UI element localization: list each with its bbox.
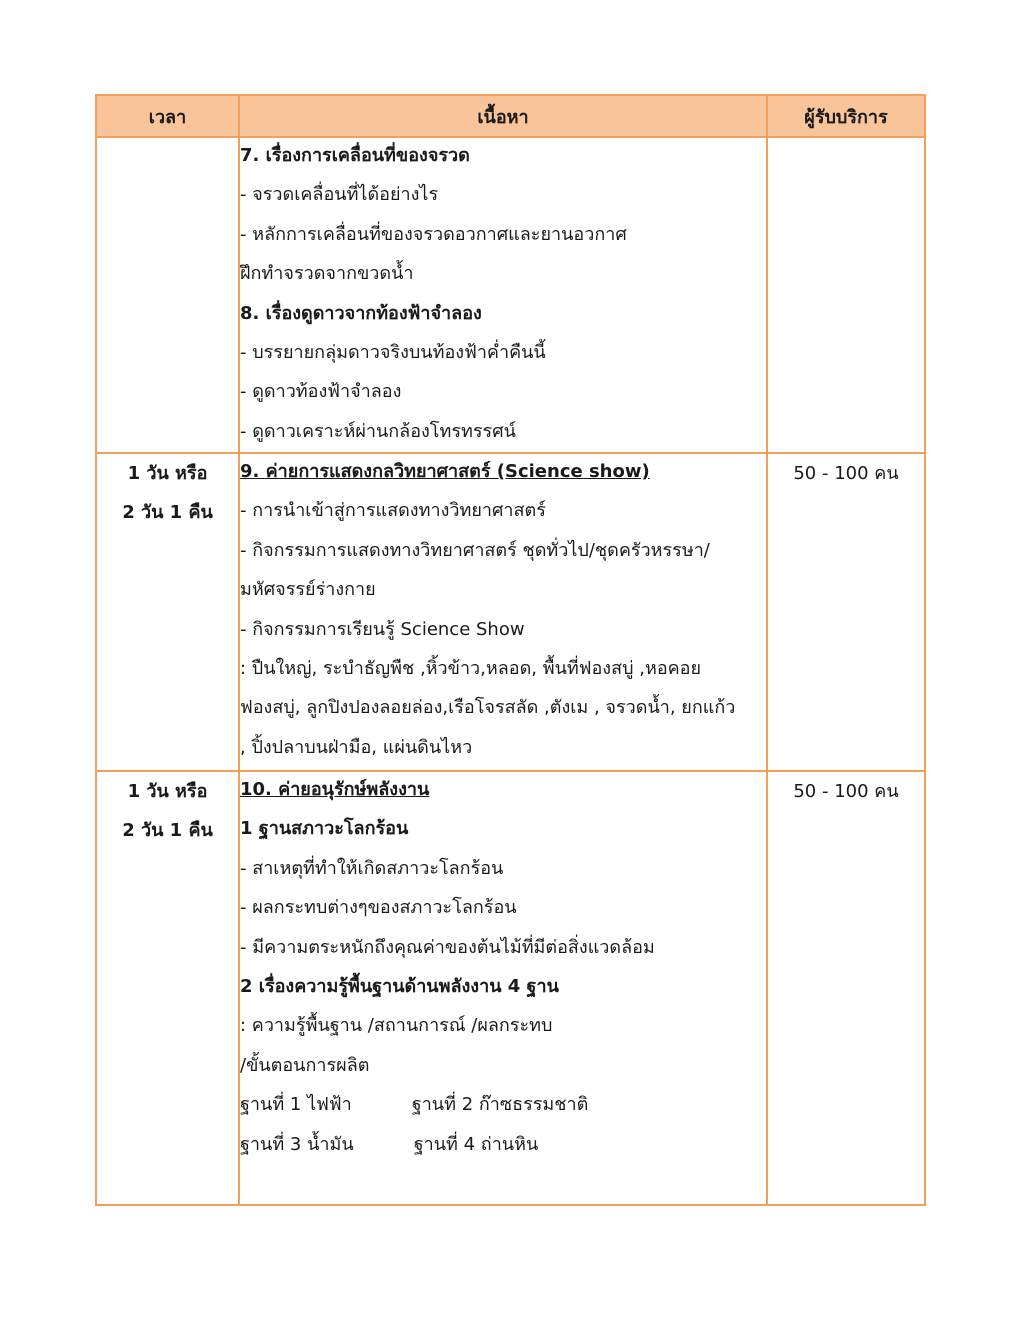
content-line <box>240 1085 766 1124</box>
content-line <box>240 649 766 688</box>
table-row <box>96 453 925 771</box>
content-text: ฐานที่ 4 ถ่านหิน <box>413 1133 539 1155</box>
content-line <box>240 175 766 214</box>
content-line <box>240 610 766 649</box>
content-text: : ความรู้พื้นฐาน /สถานการณ์ /ผลกระทบ <box>240 1015 553 1037</box>
content-text: ฐานที่ 3 น้ำมัน <box>240 1133 354 1155</box>
content-cell <box>239 771 767 1205</box>
content-text: : ปืนใหญ่, ระบำธัญพืช ,หิ้วข้าว,หลอด, พื้นที่ฟองสบู่ ,หอคอย <box>240 657 702 679</box>
content-cell <box>239 453 767 771</box>
content-text: - ผลกระทบต่างๆของสภาวะโลกร้อน <box>240 897 517 919</box>
content-text: 10. ค่ายอนุรักษ์พลังงาน <box>240 779 430 800</box>
audience-text <box>768 138 924 177</box>
time-cell <box>96 137 239 453</box>
content-line <box>240 888 766 927</box>
content-text: - หลักการเคลื่อนที่ของจรวดอวกาศและยานอวกาศ <box>240 223 627 245</box>
time-cell <box>96 771 239 1205</box>
content-text: - ดูดาวเคราะห์ผ่านกล้องโทรทรรศน์ <box>240 420 516 442</box>
content-text: - สาเหตุที่ทำให้เกิดสภาวะโลกร้อน <box>240 857 504 879</box>
content-text: ฝึกทำจรวดจากขวดน้ำ <box>240 263 414 285</box>
header-time: เวลา <box>96 95 239 137</box>
content-text: ฟองสบู่, ลูกปิงปองลอยล่อง,เรือโจรสลัด ,ตังเม , จรวดน้ำ, ยกแก้ว <box>240 697 736 719</box>
header-audience: ผู้รับบริการ <box>767 95 925 137</box>
content-line <box>240 254 766 293</box>
table-row <box>96 137 925 453</box>
content-line <box>240 1006 766 1045</box>
content-line <box>240 849 766 888</box>
content-text: - ดูดาวท้องฟ้าจำลอง <box>240 381 402 403</box>
content-line <box>240 531 766 570</box>
content-text: 7. เรื่องการเคลื่อนที่ของจรวด <box>240 145 470 166</box>
audience-cell <box>767 771 925 1205</box>
content-text: - จรวดเคลื่อนที่ได้อย่างไร <box>240 184 439 206</box>
content-line <box>240 452 766 491</box>
content-line <box>240 1046 766 1085</box>
content-text: , ปิ้งปลาบนฝ่ามือ, แผ่นดินไหว <box>240 736 473 758</box>
content-text: ฐานที่ 2 ก๊าซธรรมชาติ <box>411 1094 589 1116</box>
schedule-table <box>95 94 926 1206</box>
content-line <box>240 809 766 848</box>
time-text: 1 วัน หรือ <box>127 463 208 484</box>
content-text: มหัศจรรย์ร่างกาย <box>240 579 376 601</box>
audience-text: 50 - 100 คน <box>793 463 899 484</box>
content-text: - มีความตระหนักถึงคุณค่าของต้นไม้ที่มีต่อสิ่งแวดล้อม <box>240 936 655 958</box>
content-text: 8. เรื่องดูดาวจากท้องฟ้าจำลอง <box>240 302 482 324</box>
time-text: 2 วัน 1 คืน <box>122 820 213 842</box>
table-row <box>96 771 925 1205</box>
content-text: ฐานที่ 1 ไฟฟ้า <box>240 1094 352 1116</box>
content-line <box>240 770 766 809</box>
content-cell <box>239 137 767 453</box>
time-text: 1 วัน หรือ <box>127 781 208 802</box>
time-cell <box>96 453 239 771</box>
audience-cell <box>767 453 925 771</box>
content-text: 9. ค่ายการแสดงกลวิทยาศาสตร์ (Science show) <box>240 461 650 482</box>
content-text: /ขั้นตอนการผลิต <box>240 1054 370 1076</box>
content-line <box>240 728 766 767</box>
content-line <box>240 333 766 372</box>
audience-text: 50 - 100 คน <box>793 781 899 802</box>
content-line <box>240 928 766 967</box>
content-line <box>240 967 766 1006</box>
content-line <box>240 412 766 451</box>
content-text: 1 ฐานสภาวะโลกร้อน <box>240 818 409 840</box>
content-line <box>240 294 766 333</box>
content-text: - กิจกรรมการแสดงทางวิทยาศาสตร์ ชุดทั่วไป/ชุดครัวหรรษา/ <box>240 539 710 561</box>
header-row <box>96 95 925 137</box>
header-content: เนื้อหา <box>239 95 767 137</box>
content-line <box>240 491 766 530</box>
time-text: 2 วัน 1 คืน <box>122 502 213 524</box>
audience-cell <box>767 137 925 453</box>
content-text: - กิจกรรมการเรียนรู้ Science Show <box>240 618 525 640</box>
content-line <box>240 372 766 411</box>
content-line <box>240 688 766 727</box>
content-line <box>240 136 766 175</box>
content-text: - บรรยายกลุ่มดาวจริงบนท้องฟ้าค่ำคืนนี้ <box>240 341 546 363</box>
content-line <box>240 215 766 254</box>
content-line <box>240 1125 766 1164</box>
content-line <box>240 570 766 609</box>
content-text: 2 เรื่องความรู้พื้นฐานด้านพลังงาน 4 ฐาน <box>240 975 559 997</box>
content-text: - การนำเข้าสู่การแสดงทางวิทยาศาสตร์ <box>240 500 546 522</box>
